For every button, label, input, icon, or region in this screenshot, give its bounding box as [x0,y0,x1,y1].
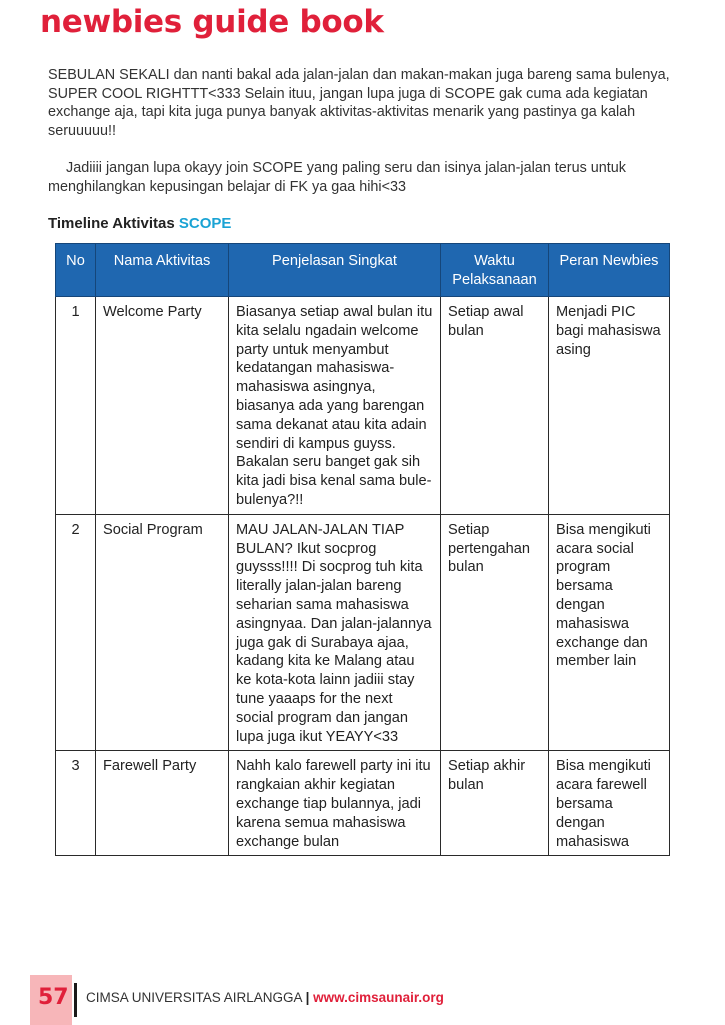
intro-paragraph: SEBULAN SEKALI dan nanti bakal ada jalan-jalan dan makan-makan juga bareng sama bulenya, SUPER COOL RIGHTTT<333 Selain ituu, jangan lupa juga di SCOPE gak cuma ada kegiatan exchange aja, tapi kita juga punya banyak aktivitas-aktivitas menarik yang pastinya ga kalah seruuuuu!! [48,67,670,139]
cell-waktu: Setiap awal bulan [441,297,549,515]
cell-nama: Social Program [96,514,229,751]
cell-penjelasan: Nahh kalo farewell party ini itu rangkaian akhir kegiatan exchange tiap bulannya, jadi karena semua mahasiswa exchange bulan [229,751,441,856]
cell-peran: Bisa mengikuti acara farewell bersama dengan mahasiswa [549,751,670,856]
cell-peran: Bisa mengikuti acara social program bersama dengan mahasiswa exchange dan member lain [549,514,670,751]
page-title: newbies guide book [40,4,384,40]
table-row [56,297,670,515]
cell-penjelasan: MAU JALAN-JALAN TIAP BULAN? Ikut socprog guysss!!!! Di socprog tuh kita literally jalan-jalan bareng seharian sama mahasiswa asingnyaa. Dan jalan-jalannya juga gak di Surabaya ajaa, kadang kita ke Malang atau ke kota-kota lainn jadiii stay tune yaaaps for the next social program dan jangan lupa juga ikut YEAYY<33 [229,514,441,751]
header-no: No [56,244,96,297]
cell-nama: Welcome Party [96,297,229,515]
cell-peran: Menjadi PIC bagi mahasiswa asing [549,297,670,515]
table-row [56,751,670,856]
page-footer [0,975,725,1025]
cell-no: 1 [56,297,96,515]
cell-waktu: Setiap pertengahan bulan [441,514,549,751]
invite-paragraph: Jadiiii jangan lupa okayy join SCOPE yang paling seru dan isinya jalan-jalan terus untuk menghilangkan kepusingan belajar di FK ya gaa hihi<33 [48,160,626,195]
cell-nama: Farewell Party [96,751,229,856]
cell-no: 2 [56,514,96,751]
activity-timeline-table [55,243,670,856]
section-title [48,215,231,232]
table-row [56,514,670,751]
header-penjelasan-singkat: Penjelasan Singkat [229,244,441,297]
header-peran-newbies: Peran Newbies [549,244,670,297]
footer-url-link[interactable]: www.cimsaunair.org [313,990,444,1005]
page-number: 57 [38,985,69,1010]
cell-no: 3 [56,751,96,856]
header-nama-aktivitas: Nama Aktivitas [96,244,229,297]
cell-penjelasan: Biasanya setiap awal bulan itu kita selalu ngadain welcome party untuk menyambut kedatangan mahasiswa-mahasiswa asingnya, biasanya ada yang barengan sama dekanat atau kita adain sendiri di kampus guyss. Bakalan seru banget gak sih kita jadi bisa kenal sama bule-bulenya?!! [229,297,441,515]
header-waktu-pelaksanaan: Waktu Pelaksanaan [441,244,549,297]
section-title-text: Timeline Aktivitas [48,215,175,232]
footer-org-name: CIMSA UNIVERSITAS AIRLANGGA [86,990,302,1005]
footer-separator: | [305,990,310,1005]
section-title-accent: SCOPE [178,215,232,232]
table-header-row [56,244,670,297]
cell-waktu: Setiap akhir bulan [441,751,549,856]
footer-org [86,990,444,1005]
footer-divider [74,983,77,1017]
